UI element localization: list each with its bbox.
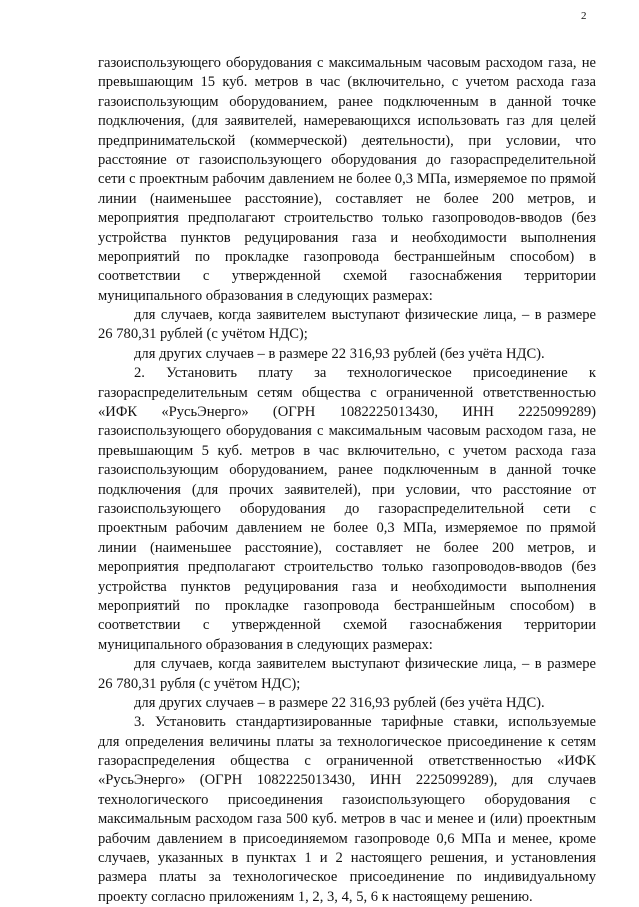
text-line: проектным рабочим давлением не более 0,3 МПа, измеряемое по прямой	[98, 520, 596, 537]
text-line: 26 780,31 рубля (с учётом НДС);	[98, 675, 301, 692]
text-line: устройства пунктов редуцирования газа и необходимости выполнения	[98, 578, 596, 595]
text-line: для определения величины платы за технологическое присоединение к сетям	[98, 733, 596, 750]
text-line: для других случаев – в размере 22 316,93 рублей (без учёта НДС).	[134, 694, 545, 711]
text-line: расстояние от газоиспользующего оборудования до газораспределительной	[98, 151, 596, 168]
text-line: 26 780,31 рублей (с учётом НДС);	[98, 326, 308, 343]
text-line: предпринимательской (коммерческой) деятельности), при условии, что	[98, 132, 596, 149]
text-line: максимальным расходом газа 500 куб. метров в час и менее и (или) проектным	[98, 811, 596, 828]
text-line: муниципального образования в следующих размерах:	[98, 636, 433, 653]
text-line: линии (наименьшее расстояние), составляет не более 200 метров, и	[98, 190, 596, 207]
text-line: 3. Установить стандартизированные тарифные ставки, используемые	[134, 714, 596, 731]
text-line: мероприятий по прокладке газопровода бестраншейным способом) в	[98, 248, 596, 265]
text-line: линии (наименьшее расстояние), составляет не более 200 метров, и	[98, 539, 596, 556]
text-line: превышающим 15 куб. метров в час (включительно, с учетом расхода газа	[98, 74, 596, 91]
text-line: газоиспользующим оборудованием, ранее подключенным в данной точке	[98, 93, 596, 110]
text-line: газоиспользующего оборудования до газораспределительной сети с	[98, 500, 596, 517]
text-line: подключения (для прочих заявителей), при условии, что расстояние от	[98, 481, 596, 498]
text-line: газораспределения общества с ограниченной ответственностью «ИФК	[98, 753, 596, 770]
text-line: технологического присоединения газоиспользующего оборудования с	[98, 791, 596, 808]
text-line: «РусьЭнерго» (ОГРН 1082225013430, ИНН 2225099289), для случаев	[98, 772, 596, 789]
text-line: для случаев, когда заявителем выступают физические лица, – в размере	[134, 656, 596, 673]
document-body	[98, 54, 596, 907]
text-line: газоиспользующего оборудования с максимальным часовым расходом газа, не	[98, 423, 596, 440]
text-line: проекту согласно приложениям 1, 2, 3, 4, 5, 6 к настоящему решению.	[98, 888, 533, 905]
text-line: газораспределительным сетям общества с ограниченной ответственностью	[98, 384, 596, 401]
page-number: 2	[581, 10, 587, 22]
text-line: устройства пунктов редуцирования газа и необходимости выполнения	[98, 229, 596, 246]
text-line: 2. Установить плату за технологическое присоединение к	[134, 365, 596, 382]
text-line: мероприятий по прокладке газопровода бестраншейным способом) в	[98, 597, 596, 614]
text-line: подключения, (для заявителей, намеревающихся использовать газ для целей	[98, 113, 596, 130]
text-line: сети с проектным рабочим давлением не более 0,3 МПа, измеряемое по прямой	[98, 171, 596, 188]
text-line: муниципального образования в следующих размерах:	[98, 287, 433, 304]
text-line: мероприятия предполагают строительство только газопроводов-вводов (без	[98, 559, 596, 576]
text-line: для других случаев – в размере 22 316,93 рублей (без учёта НДС).	[134, 345, 545, 362]
text-line: газоиспользующим оборудованием, ранее подключенным в данной точке	[98, 462, 596, 479]
text-line: «ИФК «РусьЭнерго» (ОГРН 1082225013430, ИНН 2225099289)	[98, 404, 596, 421]
text-line: превышающим 5 куб. метров в час включительно, с учетом расхода газа	[98, 442, 596, 459]
text-line: случаев, указанных в пунктах 1 и 2 настоящего решения, и установления	[98, 850, 596, 867]
text-line: размера платы за технологическое присоединение по индивидуальному	[98, 869, 596, 886]
text-line: мероприятия предполагают строительство только газопроводов-вводов (без	[98, 210, 596, 227]
text-line: газоиспользующего оборудования с максимальным часовым расходом газа, не	[98, 55, 596, 71]
text-line: соответствии с утвержденной схемой газоснабжения территории	[98, 617, 596, 634]
text-line: для случаев, когда заявителем выступают физические лица, – в размере	[134, 307, 596, 324]
text-line: соответствии с утвержденной схемой газоснабжения территории	[98, 268, 596, 285]
text-line: рабочим давлением в присоединяемом газопроводе 0,6 МПа и менее, кроме	[98, 830, 596, 847]
